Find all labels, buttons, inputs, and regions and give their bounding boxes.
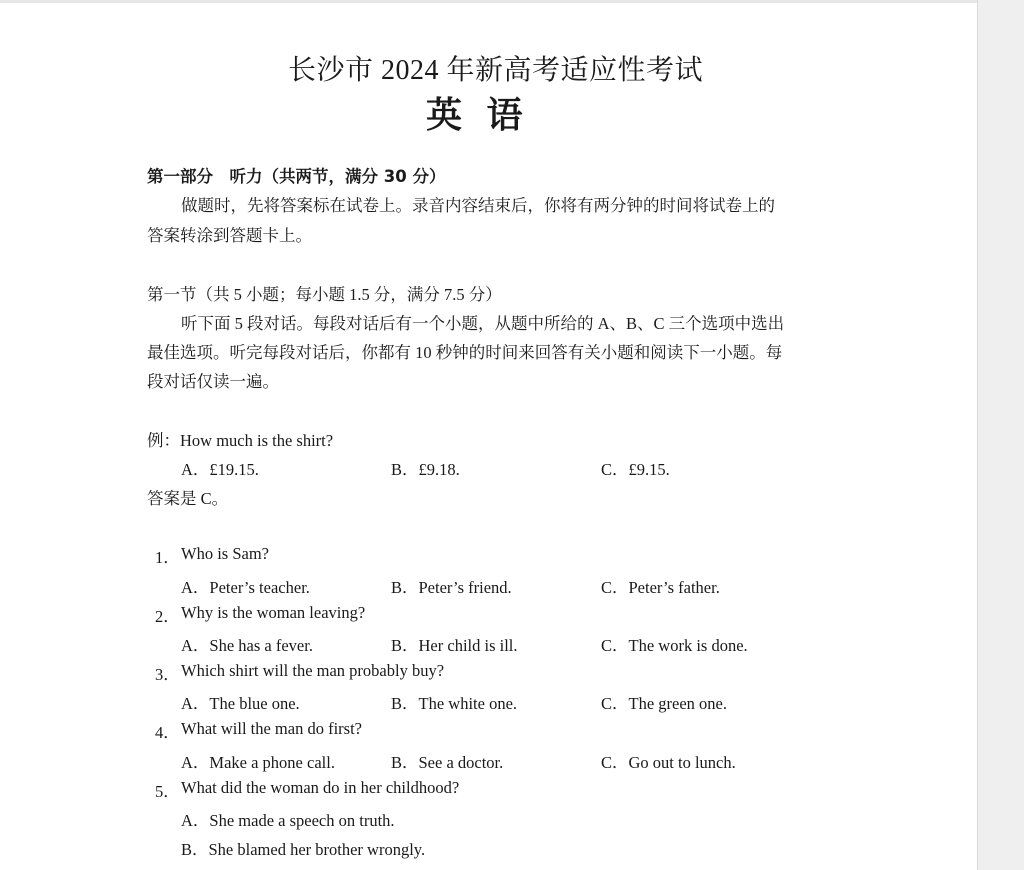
question-number: 1．: [155, 548, 180, 567]
part1-instruction-line-1: 做题时，先将答案标在试卷上。录音内容结束后，你将有两分钟的时间将试卷上的: [181, 196, 775, 215]
example-question: 例：How much is the shirt?: [147, 431, 334, 450]
option-a: A．The blue one.: [181, 694, 300, 713]
option-c: C．Go out to lunch.: [601, 753, 736, 772]
option-a: A．She made a speech on truth.: [181, 811, 395, 830]
example-option-a: A．£19.15.: [181, 460, 259, 479]
example-option-b: B．£9.18.: [391, 460, 460, 479]
question-text: Which shirt will the man probably buy?: [181, 661, 445, 680]
section1-instruction-line-2: 最佳选项。听完每段对话后，你都有 10 秒钟的时间来回答有关小题和阅读下一小题。每: [147, 343, 783, 362]
question-text: What will the man do first?: [181, 719, 362, 738]
option-b: B．Peter’s friend.: [391, 578, 512, 597]
document-page: [0, 3, 977, 870]
question-number: 5．: [155, 782, 180, 801]
option-b: B．The white one.: [391, 694, 518, 713]
section1-instruction-line-3: 段对话仅读一遍。: [147, 372, 279, 391]
option-a: A．Make a phone call.: [181, 753, 335, 772]
scroll-gutter[interactable]: [977, 0, 1024, 870]
question-text: Why is the woman leaving?: [181, 603, 366, 622]
option-b: B．She blamed her brother wrongly.: [181, 840, 426, 859]
option-b: B．Her child is ill.: [391, 636, 518, 655]
part1-heading: 第一部分 听力（共两节，满分 30 分）: [147, 167, 446, 186]
option-c: C．The work is done.: [601, 636, 748, 655]
example-answer: 答案是 C。: [147, 489, 229, 508]
question-number: 4．: [155, 723, 180, 742]
subject-title: 英 语: [426, 94, 529, 136]
example-option-c: C．£9.15.: [601, 460, 670, 479]
exam-title: 长沙市 2024 年新高考适应性考试: [288, 55, 704, 86]
question-text: Who is Sam?: [181, 544, 269, 563]
question-number: 2．: [155, 607, 180, 626]
section1-heading: 第一节（共 5 小题；每小题 1.5 分，满分 7.5 分）: [147, 285, 502, 304]
option-c: C．The green one.: [601, 694, 727, 713]
part1-instruction-line-2: 答案转涂到答题卡上。: [147, 226, 312, 245]
option-c: C．Peter’s father.: [601, 578, 720, 597]
option-a: A．She has a fever.: [181, 636, 313, 655]
question-text: What did the woman do in her childhood?: [181, 778, 460, 797]
option-a: A．Peter’s teacher.: [181, 578, 310, 597]
question-number: 3．: [155, 665, 180, 684]
section1-instruction-line-1: 听下面 5 段对话。每段对话后有一个小题，从题中所给的 A、B、C 三个选项中选出: [181, 314, 785, 333]
option-b: B．See a doctor.: [391, 753, 504, 772]
